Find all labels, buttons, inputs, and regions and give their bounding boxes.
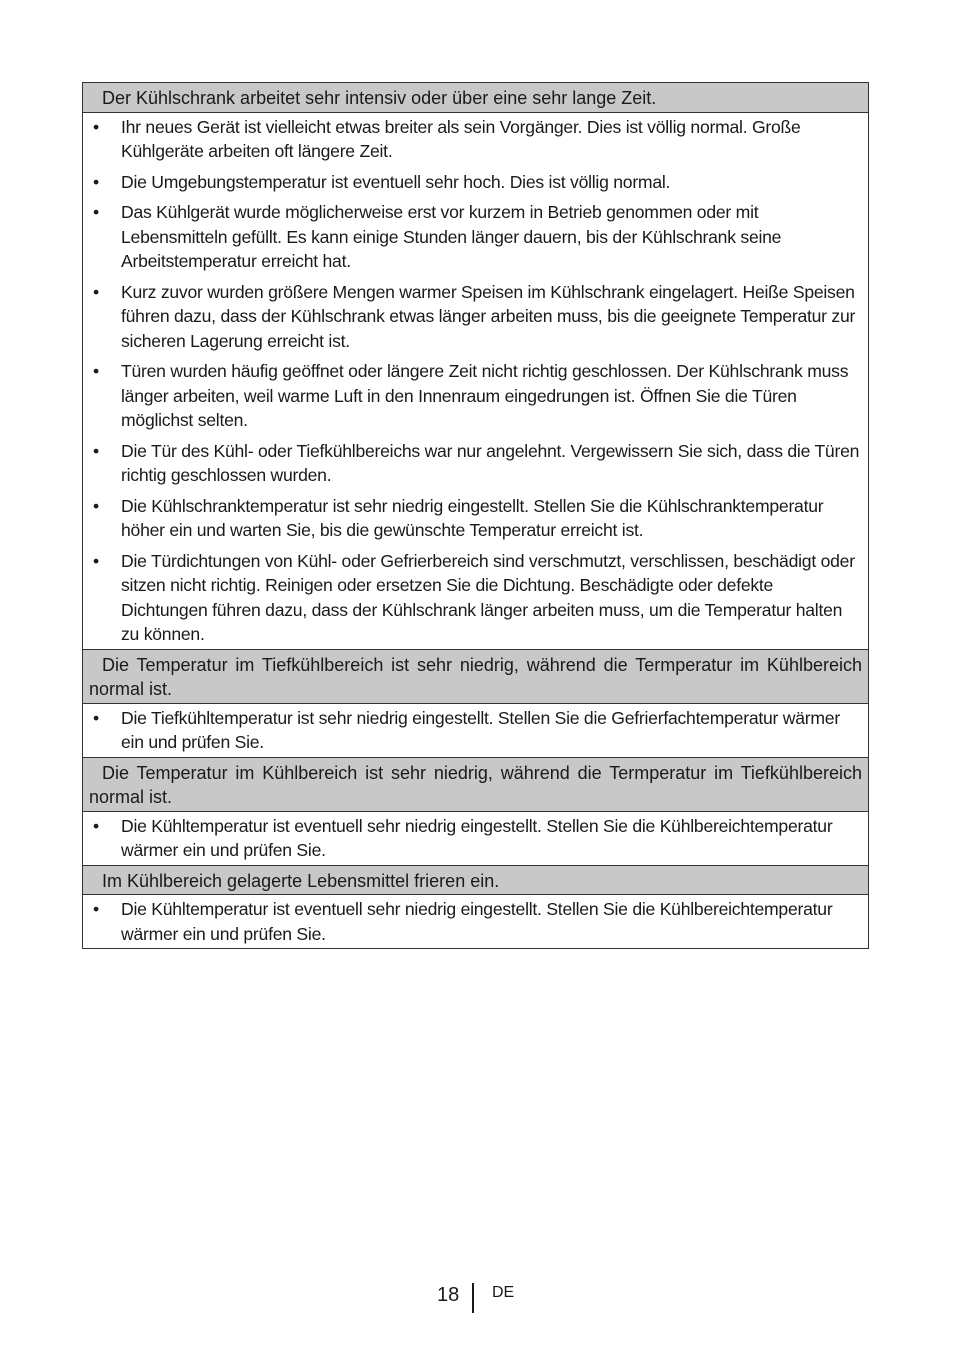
list-item-text: Kurz zuvor wurden größere Mengen warmer Speisen im Kühlschrank eingelagert. Heiße Speisen führen dazu, dass der Kühlschrank etwas länger arbeiten muss, bis die geeignete Temperatur zur sicheren Lagerung erreicht ist. — [121, 281, 856, 351]
bullet-icon: • — [93, 550, 99, 571]
bullet-icon: • — [93, 707, 99, 728]
list-item-text: Die Kühltemperatur ist eventuell sehr niedrig eingestellt. Stellen Sie die Kühlbereichtemperatur wärmer ein und prüfen Sie. — [121, 815, 833, 860]
list-item — [89, 359, 860, 433]
list-item-text: Die Tiefkühltemperatur ist sehr niedrig eingestellt. Stellen Sie die Gefrierfachtemperatur wärmer ein und prüfen Sie. — [121, 707, 840, 752]
list-item — [89, 897, 860, 946]
list-item — [89, 280, 860, 354]
list-item-text: Das Kühlgerät wurde möglicherweise erst vor kurzem in Betrieb genommen oder mit Lebensmitteln gefüllt. Es kann einige Stunden länger dauern, bis der Kühlschrank seine Arbeitstemperatur erreicht hat. — [121, 202, 782, 271]
bullet-icon: • — [93, 171, 99, 192]
section-body — [83, 895, 868, 948]
footer-divider — [472, 1283, 474, 1313]
page-number: 18 — [437, 1284, 460, 1306]
section-body — [83, 812, 868, 866]
language-code: DE — [492, 1284, 515, 1301]
section-header: Die Temperatur im Tiefkühlbereich ist sehr niedrig, während die Termperatur im Kühlbereich normal ist. — [83, 650, 868, 704]
list-item — [89, 115, 860, 164]
bullet-icon: • — [93, 281, 99, 302]
list-item — [89, 439, 860, 488]
section-header: Im Kühlbereich gelagerte Lebensmittel frieren ein. — [83, 866, 868, 896]
section-body — [83, 704, 868, 758]
bullet-icon: • — [93, 116, 99, 137]
list-item-text: Die Umgebungstemperatur ist eventuell sehr hoch. Dies ist völlig normal. — [121, 171, 671, 192]
section-header: Die Temperatur im Kühlbereich ist sehr niedrig, während die Termperatur im Tiefkühlbereich normal ist. — [83, 758, 868, 812]
bullet-list — [89, 814, 860, 863]
list-item-text: Die Kühlschranktemperatur ist sehr niedrig eingestellt. Stellen Sie die Kühlschranktemperatur höher ein und warten Sie, bis die gewünschte Temperatur erreicht ist. — [121, 495, 824, 540]
list-item — [89, 549, 860, 647]
list-item-text: Die Tür des Kühl- oder Tiefkühlbereichs war nur angelehnt. Vergewissern Sie sich, dass die Türen richtig geschlossen wurden. — [121, 440, 860, 485]
bullet-icon: • — [93, 815, 99, 836]
list-item — [89, 200, 860, 274]
section-body — [83, 113, 868, 650]
troubleshooting-table — [82, 82, 869, 949]
bullet-icon: • — [93, 440, 99, 461]
bullet-list — [89, 115, 860, 647]
list-item — [89, 706, 860, 755]
bullet-icon: • — [93, 899, 99, 919]
list-item — [89, 494, 860, 543]
bullet-icon: • — [93, 495, 99, 516]
bullet-list — [89, 706, 860, 755]
list-item-text: Die Türdichtungen von Kühl- oder Gefrierbereich sind verschmutzt, verschlissen, beschädigt oder sitzen nicht richtig. Reinigen oder ersetzen Sie die Dichtung. Beschädigte oder defekte Dichtungen führen dazu, dass der Kühlschrank länger arbeiten muss, um die Temperatur halten zu können. — [121, 550, 855, 644]
list-item — [89, 170, 860, 195]
section-header: Der Kühlschrank arbeitet sehr intensiv oder über eine sehr lange Zeit. — [83, 83, 868, 113]
page-footer — [0, 1281, 954, 1315]
bullet-icon: • — [93, 202, 99, 222]
list-item-text: Türen wurden häufig geöffnet oder längere Zeit nicht richtig geschlossen. Der Kühlschrank muss länger arbeiten, weil warme Luft in den Innenraum eingedrungen ist. Öffnen Sie die Türen möglichst selten. — [121, 361, 849, 430]
bullet-icon: • — [93, 361, 99, 381]
bullet-list — [89, 897, 860, 946]
list-item — [89, 814, 860, 863]
list-item-text: Die Kühltemperatur ist eventuell sehr niedrig eingestellt. Stellen Sie die Kühlbereichtemperatur wärmer ein und prüfen Sie. — [121, 899, 833, 944]
list-item-text: Ihr neues Gerät ist vielleicht etwas breiter als sein Vorgänger. Dies ist völlig normal. Große Kühlgeräte arbeiten oft längere Zeit. — [121, 116, 801, 161]
